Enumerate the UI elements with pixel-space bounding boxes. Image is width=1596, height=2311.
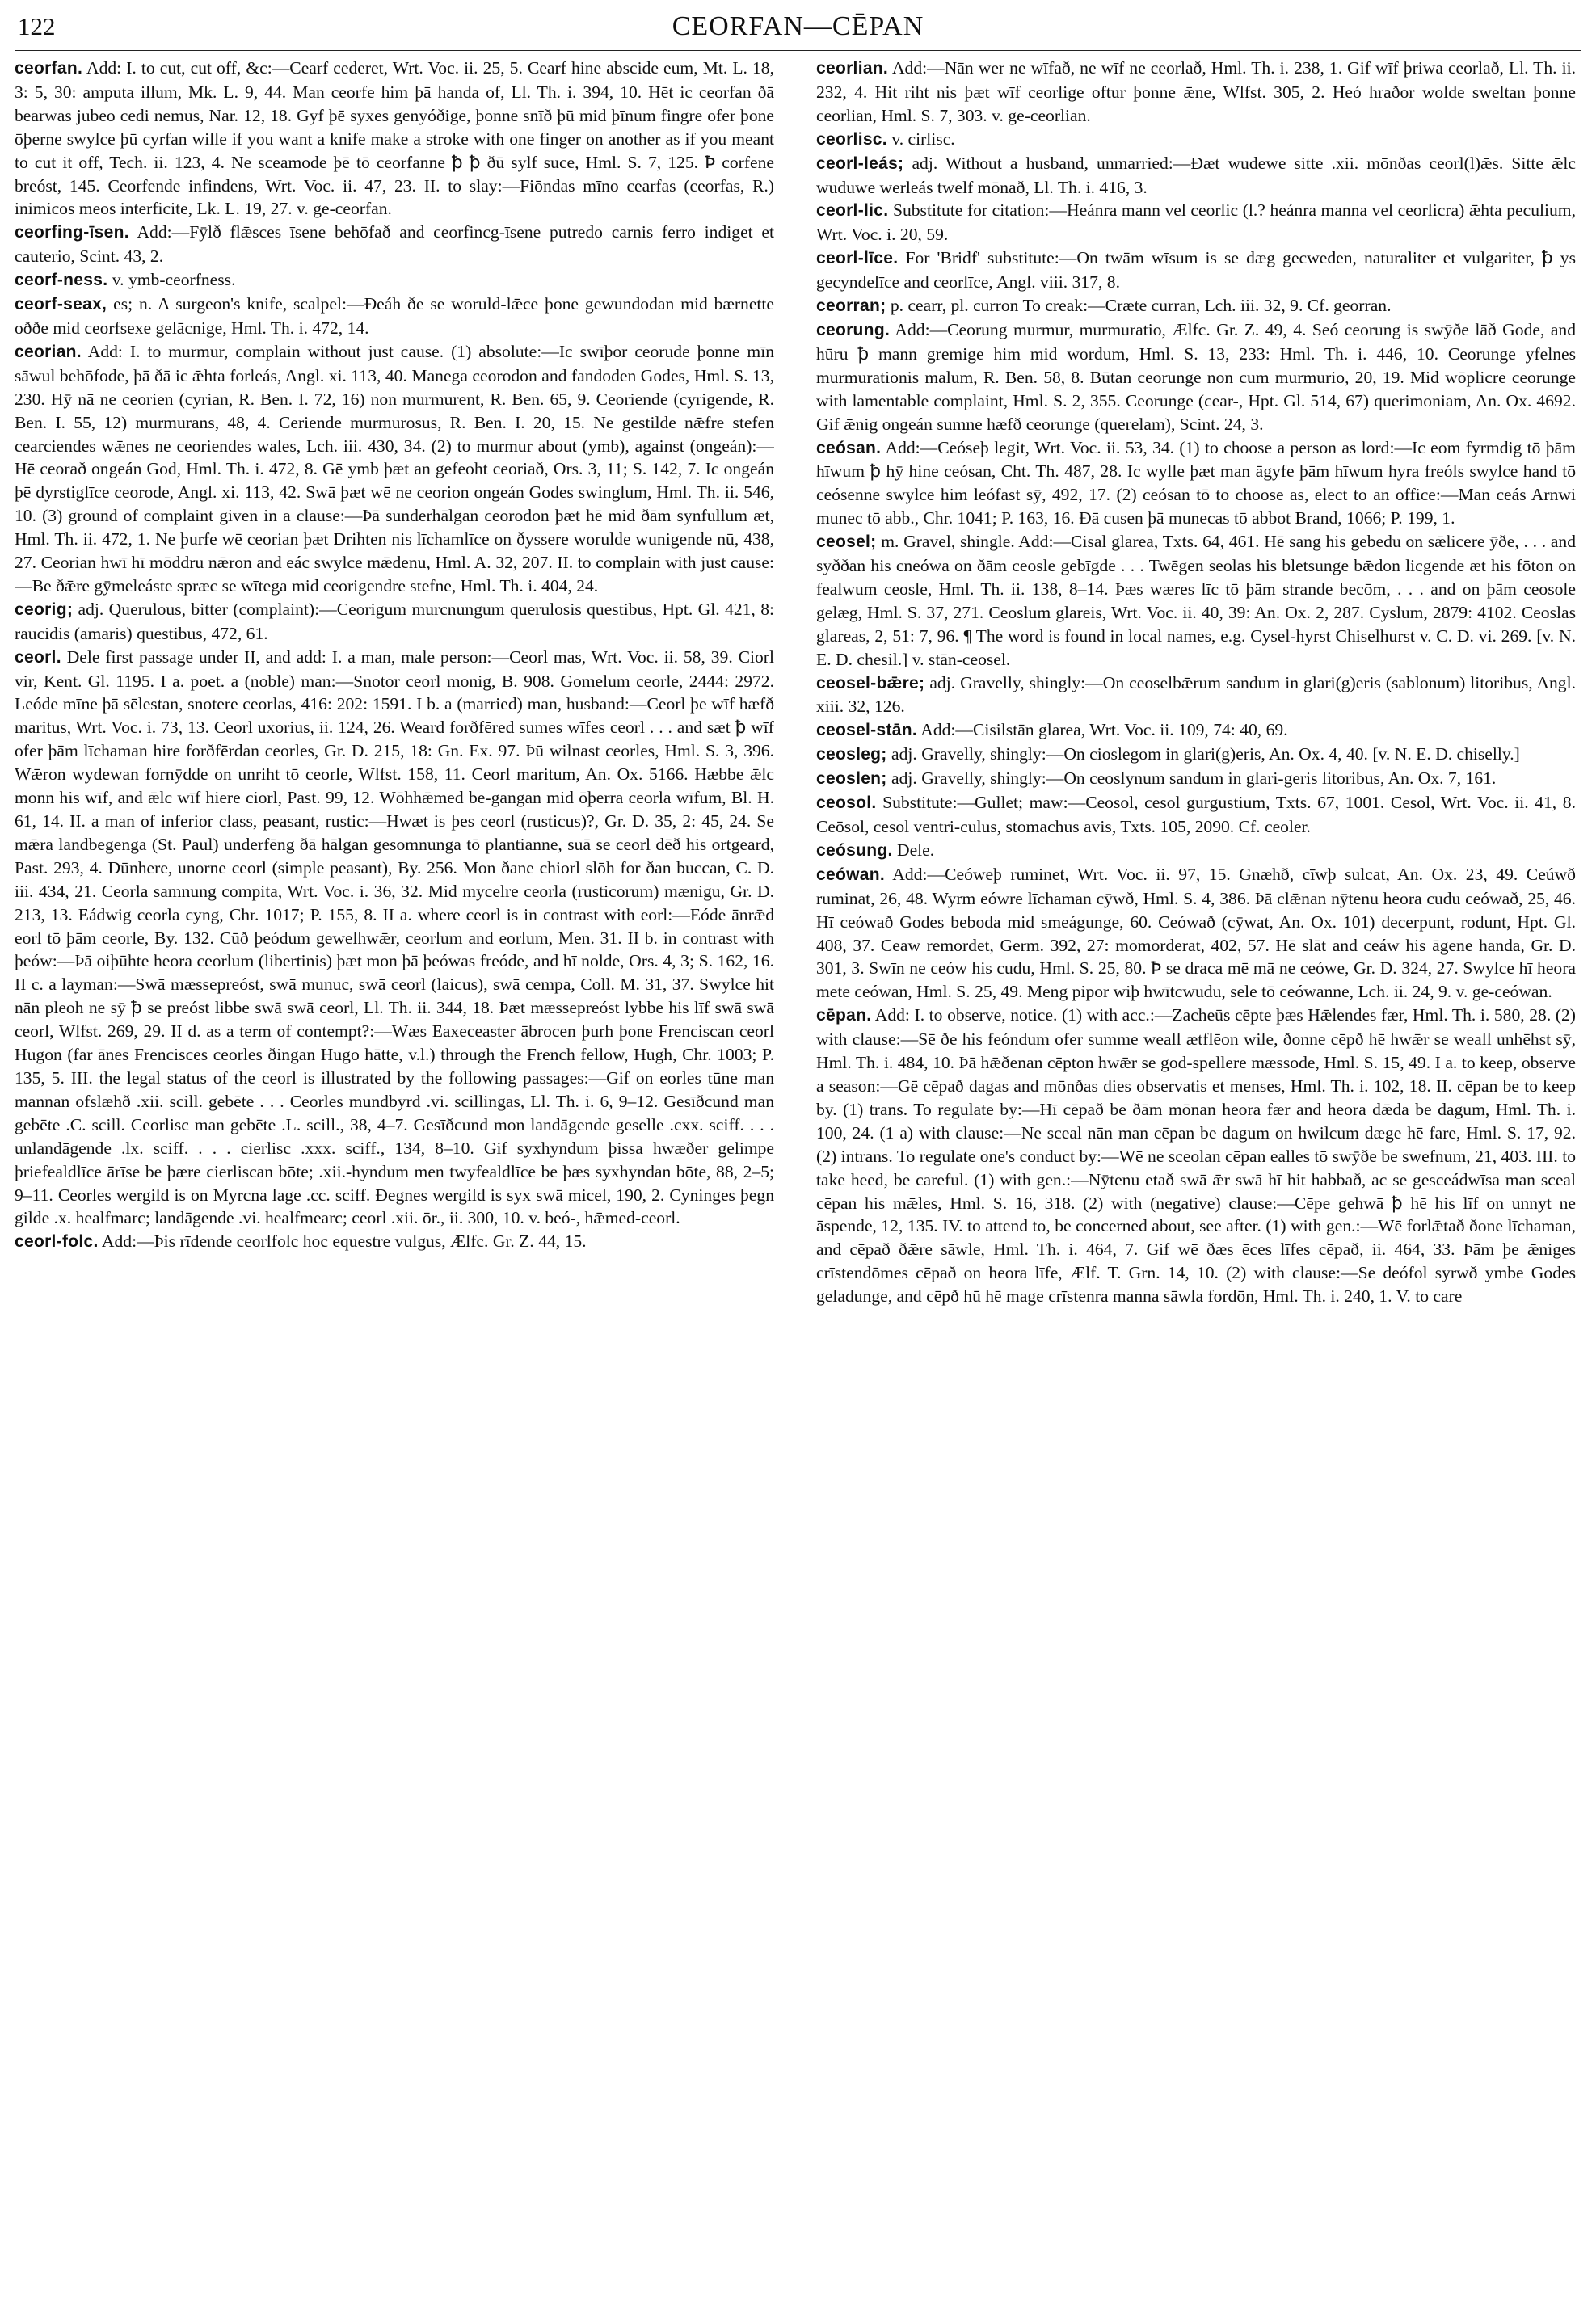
dictionary-entry (15, 293, 774, 340)
dictionary-entry (816, 530, 1576, 671)
entry-text: adj. Without a husband, unmarried:—Ðæt wudewe sitte .xii. mōnðas ceorl(l)ǣs. Sitte ǣlc wuduwe werleás twelf mōnað, Ll. Th. i. 416, 3. (816, 153, 1576, 197)
dictionary-entry (15, 221, 774, 268)
entry-headword: ceósan. (816, 438, 882, 457)
dictionary-entry (816, 718, 1576, 743)
dictionary-entry (816, 57, 1576, 128)
entry-headword: ceorl-folc. (15, 1232, 99, 1252)
entry-headword: ceorl. (15, 647, 61, 667)
entry-headword: ceorlian. (816, 59, 889, 78)
entry-headword: ceorran; (816, 297, 886, 316)
left-column (15, 57, 774, 2303)
entry-text: v. cirlisc. (891, 128, 955, 149)
page-title: CEORFAN—CĒPAN (672, 11, 924, 41)
entry-text: Dele first passage under II, and add: I. a man, male person:—Ceorl mas, Wrt. Voc. ii. 58, 39. Ciorl vir, Kent. Gl. 1195. I a. poet. a (noble) man:—Snotor ceorl monig, B. 908. Gomelum ceorle, 2444: 2972. Leóde mīne þā sēlestan, snotere ceorlas, 416: 202: 1591. I b. a (married) man, husband:—Ceorl þe wīf hæfð maritus, Wrt. Voc. i. 73, 13. Ceorl uxorius, ii. 124, 26. Weard forðfēred sumes wīfes ceorl . . . and sæt ꝥ wīf ofer þām līchaman hire forðfērdan ceorles, Gr. D. 215, 18: Gn. Ex. 97. Þū wilnast ceorles, Hml. S. 3, 396. Wǣron wydewan fornȳdde on unriht tō ceorle, Wlfst. 158, 11. Ceorl maritum, An. Ox. 5166. Hæbbe ǣlc monn his wīf, and ǣlc wīf hiere ciorl, Past. 99, 12. Wōhhǣmed be-gangan mid ōþerra ceorla wīfum, Bl. H. 61, 14. II. a man of inferior class, peasant, rustic:—Hwæt is þes ceorl (rusticus)?, Gr. D. 35, 2: 45, 24. Se mǣra landbegenga (St. Paul) underfēng ðā hālgan gesomnunga tō plantianne, suā se ceorl dēð his ortgeard, Past. 293, 4. Dūnhere, unorne ceorl (simple peasant), By. 256. Mon ðane chiorl slōh for ðan buccan, C. D. iii. 434, 21. Ceorla samnung compita, Wrt. Voc. i. 36, 32. Mid mycelre ceorla (rusticorum) mænigu, Gr. D. 213, 13. Eádwig ceorla cyng, Chr. 1017; P. 155, 8. II a. where ceorl is in contrast with eorl:—Eóde ānrǣd eorl tō þām ceorle, By. 132. Cūð þeódum gewelhwǣr, ceorlum and eorlum, Men. 31. II b. in contrast with þeów:—Þā oiþūhte heora ceorlum (libertinis) þæt mon þā þeówas freóde, and hī nolde, Ors. 4, 3; S. 162, 16. II c. a layman:—Swā mæssepreóst, swā munuc, swā ceorl (laicus), swā cempa, Coll. M. 31, 37. Swylce hit nān pleoh ne sȳ ꝥ se preóst libbe swā swā ceorl, Ll. Th. ii. 344, 18. Þæt mæssepreóst lybbe his līf swā swā ceorl, Wlfst. 269, 29. II d. as a term of contempt?:—Wæs Eaxeceaster ābrocen þurh þone Frenciscan ceorl Hugon (far ānes Frencisces ceorles ðingan Hugo hātte, v.l.) through the French fellow, Hugh, Chr. 1003; P. 135, 5. III. the legal status of the ceorl is illustrated by the following passages:—Gif on eorles tūne man mannan ofslæhð .xii. scill. gebēte . . . Ceorles mundbyrd .vi. scillingas, Ll. Th. i. 6, 9–12. Gesīðcund man gebēte .C. scill. Ceorlisc man gebēte .L. scill., 38, 4–7. Gesīðcund mon landāgende geselle .cxx. sciff. . . . unlandāgende .lx. sciff. . . . cierlisc .xxx. sciff., 134, 8–10. Gif syxhyndum þissa hwæðer gelimpe þriefealdlīce ārīse be þære cierliscan bōte; .xii.-hyndum men twyfealdlīce be þæs syxhyndan bōte, 88, 2–5; 9–11. Ceorles wergild is on Myrcna lage .cc. sciff. Ðegnes wergild is syx swā micel, 190, 2. Cyninges þegn gilde .x. healfmarc; landāgende .vi. healfmearc; ceorl .xii. ōr., ii. 300, 10. v. beó-, hǣmed-ceorl. (15, 646, 774, 1228)
entry-text: Add:—Ceóseþ legit, Wrt. Voc. ii. 53, 34. (1) to choose a person as lord:—Ic eom fyrmdig tō þām hīwum ꝥ hȳ hine ceósan, Cht. Th. 487, 28. Ic wylle þæt man āgyfe þām hīwum hyra freóls swylce hand tō ceósenne swylce him leófast sȳ, 492, 17. (2) ceósan tō to choose as, elect to an office:—Man ceás Arnwi munec tō abb., Chr. 1041; P. 163, 16. Ðā cusen þā munecas tō abbot Brand, 1066; P. 199, 1. (816, 437, 1576, 528)
entry-headword: ceorfing-īsen. (15, 223, 129, 242)
entry-text: Add:—Nān wer ne wīfað, ne wīf ne ceorlað, Hml. Th. i. 238, 1. Gif wīf þriwa ceorlað, Ll. Th. ii. 232, 4. Hit riht nis þæt wīf ceorlige oftur þonne ǣne, Wlfst. 305, 2. Heó hraðor wolde sweltan þonne ceorlian, Hml. S. 7, 303. v. ge-ceorlian. (816, 58, 1576, 125)
page-number: 122 (18, 12, 56, 40)
entry-text: Add: I. to cut, cut off, &c:—Cearf cederet, Wrt. Voc. ii. 25, 5. Cearf hine abscide eum, Mt. L. 18, 3: 5, 30: amputa illum, Mk. L. 9, 44. Man ceorfe him þā handa of, Ll. Th. i. 394, 10. Hēt ic ceorfan ðā bearwas jubeo cedi nemus, Nar. 12, 18. Gyf þē syxes genyóðige, þonne snīð þū mid þīnum fingre ofer þone ōþerne swylce þū cyrfan wille if you want a knife make a stroke with one finger on another as if you meant to cut it off, Tech. ii. 123, 4. Ne sceamode þē tō ceorfanne ꝥ ꝥ ðū sylf suce, Hml. S. 7, 125. Ꝥ corfene breóst, 145. Ceorfende infindens, Wrt. Voc. ii. 47, 23. II. to slay:—Fiōndas mīno cearfas (ceorfas, R.) inimicos meos interficite, Lk. L. 19, 27. v. ge-ceorfan. (15, 58, 774, 219)
entry-headword: ceorian. (15, 342, 82, 361)
entry-text: p. cearr, pl. curron To creak:—Cræte curran, Lch. iii. 32, 9. Cf. georran. (890, 296, 1392, 316)
right-column (816, 57, 1576, 2303)
dictionary-entry (816, 1004, 1576, 1308)
dictionary-entry (816, 791, 1576, 839)
entry-headword: ceosel-stān. (816, 721, 917, 740)
dictionary-entry (15, 340, 774, 598)
entry-text: adj. Querulous, bitter (complaint):—Ceorigum murcnungum querulosis questibus, Hpt. Gl. 421, 8: raucidis (amaris) questibus, 472, 61. (15, 599, 774, 643)
entry-headword: ceorlisc. (816, 129, 887, 149)
entry-headword: ceosel; (816, 532, 877, 552)
dictionary-entry (816, 152, 1576, 200)
entry-text: adj. Gravelly, shingly:—On cioslegom in glari(g)eris, An. Ox. 4, 40. [v. N. E. D. chiselly.] (891, 744, 1520, 764)
header-rule (15, 50, 1581, 51)
dictionary-entry (816, 436, 1576, 531)
dictionary-entry (816, 743, 1576, 767)
entry-headword: ceoslen; (816, 769, 887, 789)
dictionary-entry (816, 839, 1576, 863)
entry-headword: ceorl-leás; (816, 154, 904, 173)
entry-headword: ceorig; (15, 600, 74, 619)
dictionary-entry (15, 268, 774, 293)
entry-headword: ceorl-lic. (816, 201, 889, 221)
dictionary-entry (816, 246, 1576, 294)
entry-headword: ceorf-seax, (15, 295, 107, 314)
entry-text: Dele. (897, 840, 935, 860)
entry-headword: ceorl-līce. (816, 249, 899, 268)
dictionary-entry (816, 128, 1576, 152)
entry-text: Add:—Fȳlð flǣsces īsene behōfað and ceorfincg-īsene putredo carnis ferro indiget et cauterio, Scint. 43, 2. (15, 222, 774, 267)
dictionary-entry (816, 671, 1576, 719)
dictionary-entry (816, 294, 1576, 318)
entry-text: es; n. A surgeon's knife, scalpel:—Ðeáh ðe se woruld-lǣce þone gewundodan mid bærnette oððe mid ceorfsexe gelācnige, Hml. Th. i. 472, 14. (15, 294, 774, 338)
dictionary-entry (816, 863, 1576, 1004)
entry-text: Add:—Þis rīdende ceorlfolc hoc equestre vulgus, Ælfc. Gr. Z. 44, 15. (101, 1231, 587, 1252)
dictionary-entry (15, 57, 774, 221)
entry-text: adj. Gravelly, shingly:—On ceoslynum sandum in glari-geris litoribus, An. Ox. 7, 161. (891, 768, 1497, 789)
dictionary-entry (15, 1230, 774, 1254)
entry-text: Substitute:—Gullet; maw:—Ceosol, cesol gurgustium, Txts. 67, 1001. Cesol, Wrt. Voc. ii. 41, 8. Ceōsol, cesol ventri-culus, stomachus avis, Txts. 105, 2090. Cf. ceoler. (816, 793, 1576, 836)
entry-text: v. ymb-ceorfness. (112, 270, 236, 290)
entry-headword: ceówan. (816, 865, 885, 884)
entry-headword: ceosol. (816, 793, 877, 813)
entry-text: Add:—Cisilstān glarea, Wrt. Voc. ii. 109, 74: 40, 69. (920, 720, 1288, 740)
entry-text: Add:—Ceóweþ ruminet, Wrt. Voc. ii. 97, 15. Gnæhð, cīwþ sulcat, An. Ox. 23, 49. Ceúwð ruminat, 26, 48. Wyrm eówre līchaman cȳwð, Hml. S. 4, 386. Þā clǣnan nȳtenu heora cudu ceówað, 25, 46. Hī ceówað Godes beboda mid smeágunge, 60. Ceówað (cȳwat, An. Ox. 101) decerpunt, rodunt, Hpt. Gl. 408, 37. Ceaw remordet, Germ. 392, 27: momorderat, 402, 57. Hē slāt and ceáw his āgene handa, Gr. D. 301, 3. Swīn ne ceów his cudu, Hml. S. 25, 80. Ꝥ se draca mē mā ne ceówe, Gr. D. 324, 27. Swylce hī heora mete ceówan, Hml. S. 25, 49. Meng pipor wiþ hwītcwudu, sele tō ceówanne, Lch. ii. 24, 9. v. ge-ceówan. (816, 864, 1576, 1002)
dictionary-entry (15, 646, 774, 1231)
entry-text: Add:—Ceorung murmur, murmuratio, Ælfc. Gr. Z. 49, 4. Seó ceorung is swȳðe lāð Gode, and hūru ꝥ mann gremige him mid wordum, Hml. S. 13, 233: Hml. Th. i. 446, 10. Ceorunge yfelnes murmurationis malum, R. Ben. 58, 8. Būtan ceorunge non cum murmurio, 20, 19. Mid wōplicre ceorunge with lamentable complaint, Hml. S. 2, 355. Ceorunge (cear-, Hpt. Gl. 514, 67) querimoniam, An. Ox. 4692. Gif ǣnig ongeán sumne hæfð ceorunge (querelam), Scint. 24, 3. (816, 319, 1576, 434)
entry-text: m. Gravel, shingle. Add:—Cisal glarea, Txts. 64, 461. Hē sang his gebedu on sǣlicere ȳðe, . . . and syððan his cneówa on ðām ceosle gebīgde . . . Twēgen seolas his bletsunge bǣdon licgende æt his fōton on fealwum ceosle, Hml. Th. ii. 138, 8–14. Þæs wæres līc tō þām strande becōm, . . . and on þām ceosole gelæg, Hml. S. 37, 271. Ceoslum glareis, Wrt. Voc. ii. 40, 39: An. Ox. 2, 287. Cyslum, 2879: 4102. Ceoslas glareas, 2, 51: 7, 96. ¶ The word is found in local names, e.g. Cysel-hyrst Chiselhurst v. C. D. vi. 269. [v. N. E. D. chesil.] v. stān-ceosel. (816, 532, 1576, 669)
entry-text: Add: I. to observe, notice. (1) with acc.:—Zacheūs cēpte þæs Hǣlendes fær, Hml. Th. i. 580, 28. (2) with clause:—Sē ðe his feóndum ofer summe weall ætflēon wile, ðonne cēpð hē hwǣr se weall unhēhst sȳ, Hml. Th. i. 484, 10. Þā hǣðenan cēpton hwǣr se god-spellere mæssode, Hml. S. 15, 49. I a. to keep, observe a season:—Gē cēpað dagas and mōnðas dies observatis et menses, Hml. Th. i. 102, 18. II. cēpan be to keep by. (1) trans. To regulate by:—Hī cēpað be ðām mōnan heora fær and heora dǣda be dagum, Hml. Th. i. 100, 24. (1 a) with clause:—Ne sceal nān man cēpan be dagum on hwilcum dæge hē fare, Hml. S. 17, 92. (2) intrans. To regulate one's conduct by:—Wē ne sceolan cēpan ealles tō swȳðe be swefnum, 21, 403. III. to take heed, be careful. (1) with gen.:—Nȳtenu etað swā ǣr swā hī hit habbað, ac se gesceádwīsa man sceal cēpan his mǣles, Hml. S. 16, 318. (2) with (negative) clause:—Cēpe gehwā ꝥ hē his līf on unnyt ne āspende, 12, 135. IV. to attend to, be concerned about, see after. (1) with gen.:—Wē forlǣtað ðone līchaman, and cēpað ðǣre sāwle, Hml. Th. i. 464, 7. Gif wē ðæs ēces līfes cēpað, ii. 464, 33. Þām þe ǣniges crīstendōmes cēpað on heora līfe, Ælf. T. Grn. 14, 10. (2) with clause:—Se deófol syrwð ymbe Godes geladunge, and cēpð hū hē mage crīstenra manna sāwla fordōn, Hml. Th. i. 240, 1. V. to care (816, 1005, 1576, 1307)
dictionary-entry (816, 199, 1576, 246)
entry-text: Substitute for citation:—Heánra mann vel ceorlic (l.? heánra manna vel ceorlicra) ǣhta peculium, Wrt. Voc. i. 20, 59. (816, 200, 1576, 245)
entry-headword: ceorung. (816, 320, 891, 339)
running-head (18, 11, 1578, 47)
entry-text: For 'Bridf' substitute:—On twām wīsum is se dæg gecweden, naturaliter et vulgariter, ꝥ ys gecyndelīce and ceorlīce, Angl. viii. 317, 8. (816, 248, 1576, 293)
dictionary-entry (816, 767, 1576, 791)
entry-headword: ceosel-bǣre; (816, 673, 925, 692)
entry-text: adj. Gravelly, shingly:—On ceoselbǣrum sandum in glari(g)eris (sablonum) litoribus, Angl. xiii. 32, 126. (816, 672, 1576, 717)
entry-headword: ceorf-ness. (15, 271, 108, 290)
entry-headword: ceosleg; (816, 745, 887, 764)
entry-headword: cēpan. (816, 1006, 872, 1025)
entry-headword: ceorfan. (15, 59, 83, 78)
dictionary-entry (816, 318, 1576, 436)
entry-text: Add: I. to murmur, complain without just cause. (1) absolute:—Ic swīþor ceorude þonne mīn sāwul behōfode, þā ðā ic ǣhta forleás, Angl. xi. 113, 40. Manega ceorodon and fandoden Godes, Hml. S. 13, 230. Hȳ nā ne ceorien (cyrian, R. Ben. I. 72, 16) non murmurent, R. Ben. 65, 9. Ceoriende (cyrigende, R. Ben. I. 55, 12) murmurans, 48, 4. Ceriende murmurosus, R. Ben. I. 20, 15. Ne gestilde nǣfre stefen cearciendes wǣnes ne ceoriendes wales, Lch. iii. 430, 34. (2) to murmur about (ymb), against (ongeán):—Hē ceorað ongeán God, Hml. Th. i. 472, 8. Gē ymb þæt an gefeoht ceoriað, Ors. 3, 11; S. 142, 7. Ic ongeán þē dyrstiglīce ceorode, Angl. xi. 113, 42. Swā þæt wē ne ceorion ongeán Godes swinglum, Hml. Th. ii. 546, 10. (3) ground of complaint given in a clause:—Þā sunderhālgan ceorodon þæt hē mid ðām synfullum æt, Hml. Th. ii. 472, 1. Ne þurfe wē ceorian þæt Drihten nis līchamlīce on ðyssere worulde wunigende nū, 438, 27. Ceorian hwī hī mōddru nǣron and eác swylce mǣdenu, Hml. A. 32, 207. II. to complain with just cause:—Be ðǣre gȳmeleáste spræc se wītega mid ceorigendre stefne, Hml. Th. i. 404, 24. (15, 341, 774, 596)
dictionary-entry (15, 598, 774, 646)
entry-headword: ceósung. (816, 840, 893, 860)
